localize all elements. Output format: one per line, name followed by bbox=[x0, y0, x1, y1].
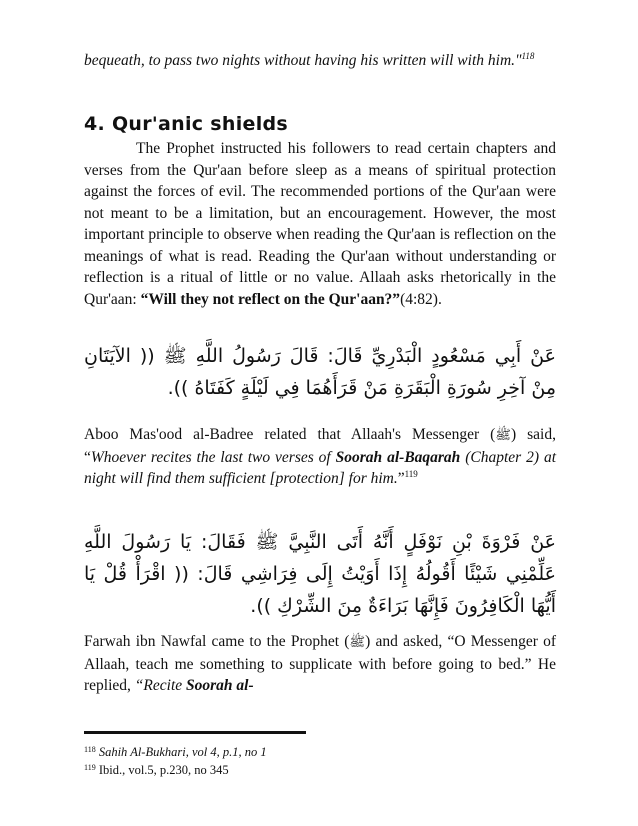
continuation-paragraph bbox=[84, 50, 556, 72]
arabic-hadith-1: عَنْ أَبِي مَسْعُودٍ الْبَدْرِيِّ قَالَ: قَالَ رَسُولُ اللَّهِ ﷺ (( الآيَتَانِ مِنْ آخِرِ سُورَةِ الْبَقَرَةِ مَنْ قَرَأَهُمَا فِي لَيْلَةٍ كَفَتَاهُ )). bbox=[84, 345, 556, 399]
footnote-118 bbox=[84, 744, 267, 760]
hadith-2-text: ) and asked, “O Messenger of Allaah, teach me something to supplicate with before going to bed.” He replied, bbox=[84, 633, 556, 694]
salutation-symbol: ﷺ bbox=[349, 635, 366, 650]
footnote-ref-118: 118 bbox=[521, 51, 535, 61]
footnote-text: Ibid., vol.5, p.230, no 345 bbox=[98, 763, 229, 777]
hadith-2-quote-bold: Soorah al- bbox=[186, 677, 254, 694]
hadith-1-quote: Whoever recites the last two verses of bbox=[90, 448, 336, 466]
continuation-text: bequeath, to pass two nights without having his written will with him. bbox=[84, 52, 516, 69]
footnote-divider bbox=[84, 731, 306, 734]
hadith-1-quote-rest: (Chapter 2) at night will find them sufficient [protection] for him. bbox=[84, 448, 557, 487]
footnote-text: Sahih Al-Bukhari, vol 4, p.1, no 1 bbox=[98, 745, 267, 759]
section-heading bbox=[84, 113, 288, 135]
footnote-ref-119: 119 bbox=[404, 469, 418, 479]
footnote-119 bbox=[84, 762, 229, 778]
quran-quote: “Will they not reflect on the Qur'aan?” bbox=[140, 290, 401, 308]
hadith-1-intro: Aboo Mas'ood al-Badree related that Allaah's Messenger ( bbox=[84, 426, 496, 443]
body-text: The Prophet instructed his followers to read certain chapters and verses from the Qur'aan before sleep as a means of spiritual protection against the forces of evil. The recommended portions of the Qur'aan were not meant to be a limitation, but an encouragement. However, the most important principle to observe when reading the Qur'aan is reflection on the meanings of what is read. Reading the Qur'aan without understanding or reflection is a ritual of little or no value. Allaah asks rhetorically in the Qur'aan: bbox=[84, 140, 556, 308]
salutation-symbol: ﷺ bbox=[495, 428, 511, 443]
arabic-hadith-2: عَنْ فَرْوَةَ بْنِ نَوْفَلٍ أَنَّهُ أَتَى النَّبِيَّ ﷺ فَقَالَ: يَا رَسُولَ اللَّهِ عَلِّمْنِي شَيْئًا أَقُولُهُ إِذَا أَوَيْتُ إِلَى فِرَاشِي قَالَ: (( اقْرَأْ قُلْ يَا أَيُّهَا الْكَافِرُونَ فَإِنَّهَا بَرَاءَةٌ مِنَ الشِّرْكِ )). bbox=[84, 531, 556, 617]
body-paragraph bbox=[84, 138, 556, 310]
footnote-number: 119 bbox=[84, 763, 96, 772]
section-title: Qur'anic shields bbox=[111, 113, 289, 135]
close-quote: " bbox=[515, 52, 522, 69]
footnote-number: 118 bbox=[84, 745, 96, 754]
hadith-2-quote: “Recite bbox=[134, 677, 187, 694]
hadith-2-translation bbox=[84, 631, 556, 697]
hadith-1-translation bbox=[84, 424, 556, 490]
hadith-1-close: ” bbox=[397, 470, 405, 487]
quran-ref: (4:82). bbox=[400, 290, 442, 308]
hadith-1-said: ) said, “ bbox=[84, 426, 556, 466]
hadith-1-quote-bold: Soorah al-Baqarah bbox=[335, 448, 461, 466]
section-number: 4. bbox=[84, 113, 106, 135]
hadith-2-intro: Farwah ibn Nawfal came to the Prophet ( bbox=[84, 633, 350, 650]
